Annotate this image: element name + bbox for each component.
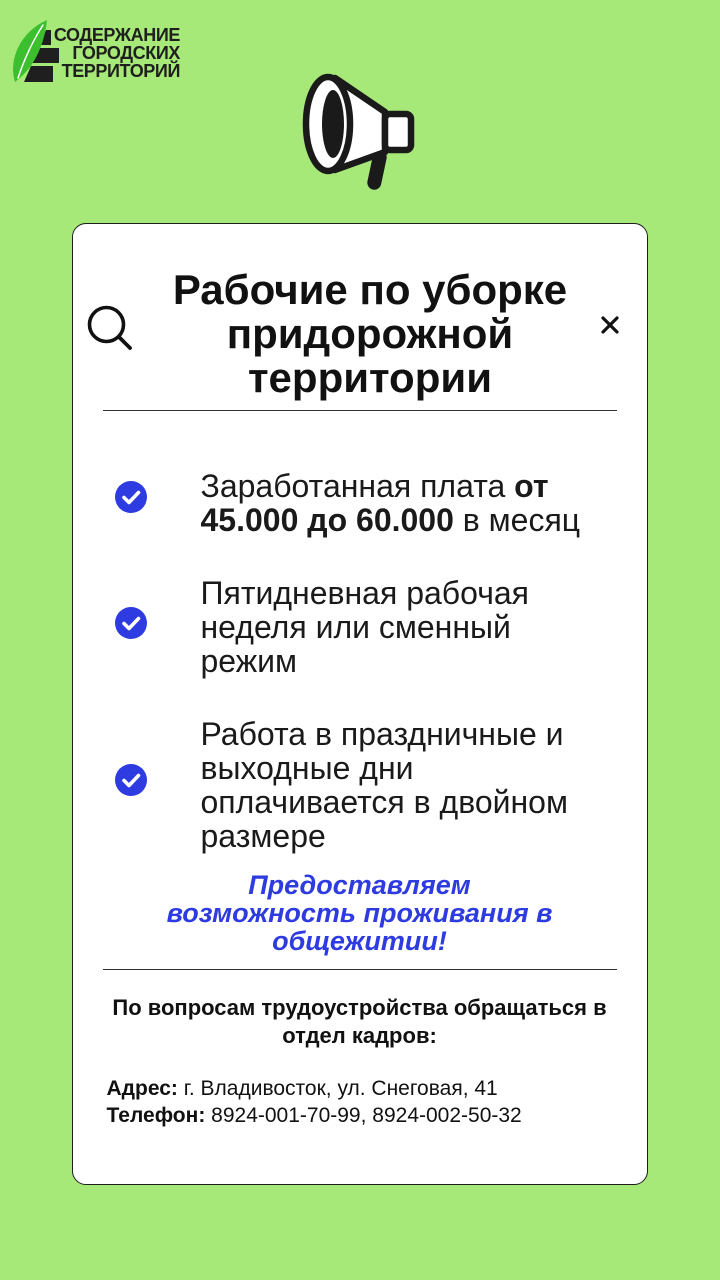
highlight-line: Предоставляем: [248, 869, 471, 900]
logo-line: ТЕРРИТОРИЙ: [61, 61, 180, 81]
housing-highlight: [73, 871, 646, 955]
vacancy-title: Рабочие по уборке придорожной территории: [172, 266, 568, 401]
contact-heading-line: отдел кадров:: [282, 1022, 437, 1048]
salary-period: в месяц: [462, 501, 581, 538]
salary-from: от: [514, 467, 549, 504]
logo-line: ГОРОДСКИХ: [72, 43, 180, 63]
search-icon: [84, 302, 134, 352]
check-circle-icon: [115, 481, 147, 513]
address-row: [107, 1075, 522, 1102]
benefit-text: [201, 576, 530, 678]
divider: [103, 969, 617, 970]
check-circle-icon: [115, 764, 147, 796]
benefit-text: [201, 469, 581, 537]
benefit-line: Работа в праздничные и: [200, 715, 564, 752]
highlight-line: возможность проживания в: [166, 897, 553, 928]
close-button[interactable]: [595, 310, 625, 340]
search-button[interactable]: [84, 302, 134, 352]
phone-row: [107, 1102, 522, 1129]
salary-range: 45.000 до 60.000: [200, 501, 454, 538]
benefit-line: оплачивается в двойном: [200, 783, 568, 820]
contact-heading: [73, 994, 646, 1050]
benefit-line: режим: [200, 642, 298, 679]
benefit-line: Пятидневная рабочая: [200, 574, 529, 611]
logo-line: СОДЕРЖАНИЕ: [53, 25, 180, 45]
benefit-line: выходные дни: [200, 749, 414, 786]
megaphone-icon: [295, 68, 425, 196]
benefit-text: [201, 717, 568, 853]
contact-details: [107, 1075, 522, 1129]
salary-label: Заработанная плата: [200, 467, 506, 504]
address-value: г. Владивосток, ул. Снеговая, 41: [183, 1076, 498, 1100]
close-icon: [595, 310, 625, 340]
benefit-line: неделя или сменный: [200, 608, 511, 645]
address-label: Адрес:: [106, 1076, 178, 1100]
vacancy-card: [72, 223, 648, 1185]
phone-value: 8924-001-70-99, 8924-002-50-32: [211, 1103, 522, 1127]
check-circle-icon: [115, 607, 147, 639]
benefit-line: размере: [200, 817, 326, 854]
phone-label: Телефон:: [106, 1103, 206, 1127]
contact-heading-line: По вопросам трудоустройства обращаться в: [112, 994, 607, 1020]
divider: [103, 410, 617, 411]
logo-text: [48, 26, 180, 80]
highlight-line: общежитии!: [272, 925, 447, 956]
